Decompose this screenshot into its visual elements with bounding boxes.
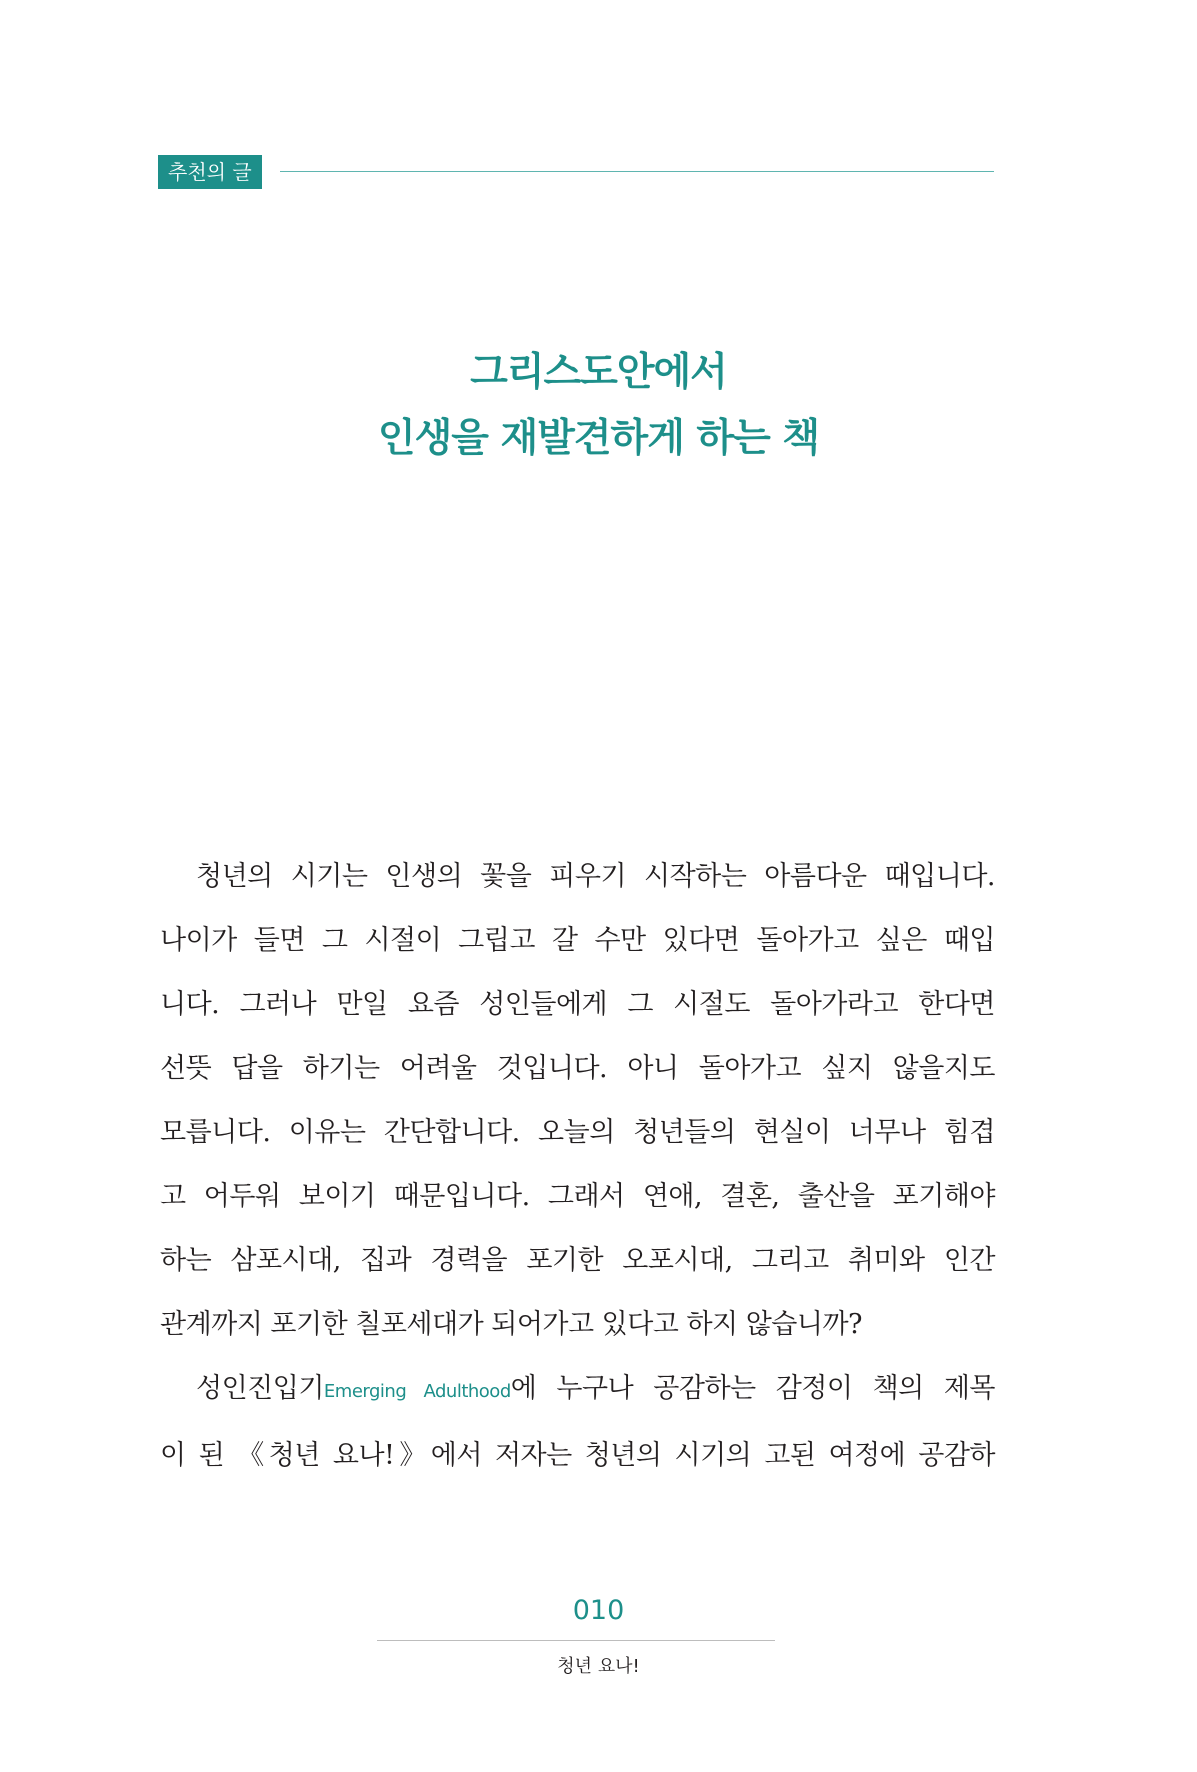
body-line: 선뜻 답을 하기는 어려울 것입니다. 아니 돌아가고 싶지 않을지도 (160, 1053, 995, 1084)
chapter-title-line-2: 인생을 재발견하게 하는 책 (377, 416, 820, 461)
page-number: 010 (572, 1595, 625, 1626)
body-line: 모릅니다. 이유는 간단합니다. 오늘의 청년들의 현실이 너무나 힘겹 (160, 1117, 995, 1148)
section-header (158, 155, 994, 189)
running-footer-title: 청년 요나! (557, 1656, 640, 1677)
section-label: 추천의 글 (158, 155, 262, 189)
body-line: 이 된 《청년 요나!》에서 저자는 청년의 시기의 고된 여정에 공감하 (160, 1440, 995, 1471)
body-line: 하는 삼포시대, 집과 경력을 포기한 오포시대, 그리고 취미와 인간 (160, 1245, 995, 1276)
chapter-title (0, 340, 1197, 472)
body-line: 관계까지 포기한 칠포세대가 되어가고 있다고 하지 않습니까? (160, 1309, 863, 1340)
paragraph-1 (160, 845, 995, 1357)
body-line: 나이가 들면 그 시절이 그립고 갈 수만 있다면 돌아가고 싶은 때입 (160, 925, 995, 956)
body-text-run: 성인진입기 (196, 1373, 324, 1404)
body-line: 고 어두워 보이기 때문입니다. 그래서 연애, 결혼, 출산을 포기해야 (160, 1181, 995, 1212)
body-line (160, 1357, 995, 1424)
footer-divider (377, 1640, 775, 1641)
english-gloss: Emerging Adulthood (323, 1381, 511, 1402)
body-text-run: 에 누구나 공감하는 감정이 책의 제목 (510, 1373, 995, 1404)
body-line: 니다. 그러나 만일 요즘 성인들에게 그 시절도 돌아가라고 한다면 (160, 989, 995, 1020)
paragraph-2 (160, 1357, 995, 1488)
body-text (160, 845, 995, 1488)
section-divider (280, 171, 994, 172)
body-line: 청년의 시기는 인생의 꽃을 피우기 시작하는 아름다운 때입니다. (196, 861, 995, 892)
chapter-title-line-1: 그리스도안에서 (470, 350, 727, 395)
